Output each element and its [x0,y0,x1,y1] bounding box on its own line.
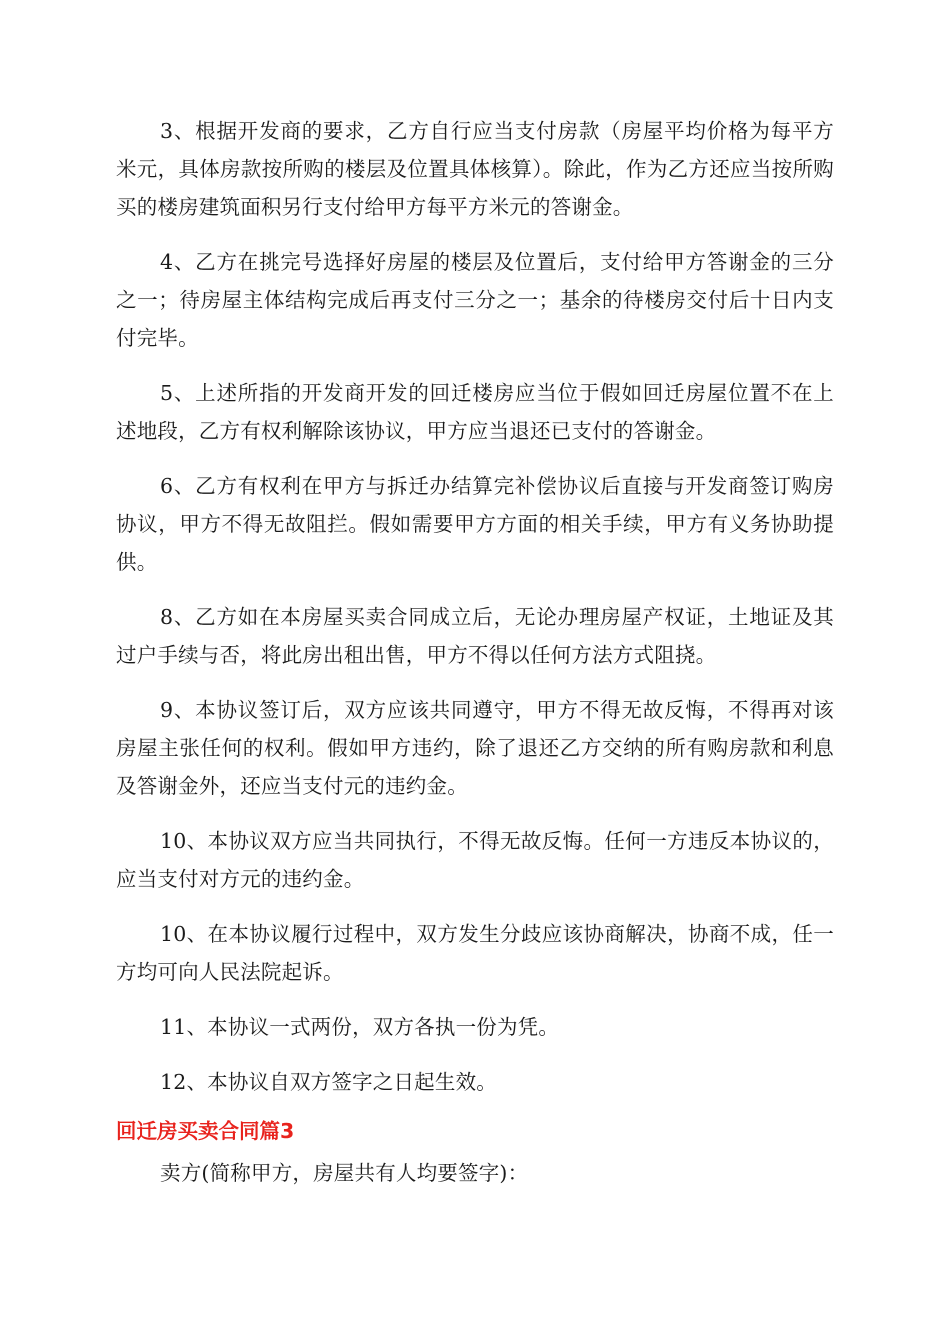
clause-10a: 10、本协议双方应当共同执行，不得无故反悔。任何一方违反本协议的，应当支付对方元的违约金。 [116,829,834,891]
clause-11: 11、本协议一式两份，双方各执一份为凭。 [160,1015,560,1039]
clause-3: 3、根据开发商的要求，乙方自行应当支付房款（房屋平均价格为每平方米元，具体房款按所购的楼层及位置具体核算）。除此，作为乙方还应当按所购买的楼房建筑面积另行支付给甲方每平方米元的答谢金。 [116,119,834,219]
clause-4: 4、乙方在挑完号选择好房屋的楼层及位置后，支付给甲方答谢金的三分之一；待房屋主体结构完成后再支付三分之一；基余的待楼房交付后十日内支付完毕。 [116,250,834,350]
section-heading: 回迁房买卖合同篇3 [116,1119,295,1143]
clause-10b: 10、在本协议履行过程中，双方发生分歧应该协商解决，协商不成，任一方均可向人民法院起诉。 [116,922,834,984]
clause-5: 5、上述所指的开发商开发的回迁楼房应当位于假如回迁房屋位置不在上述地段，乙方有权利解除该协议，甲方应当退还已支付的答谢金。 [116,381,834,443]
document-body [116,112,834,1209]
seller-line: 卖方(简称甲方，房屋共有人均要签字)： [160,1161,529,1185]
clause-12: 12、本协议自双方签字之日起生效。 [160,1070,497,1094]
clause-6: 6、乙方有权利在甲方与拆迁办结算完补偿协议后直接与开发商签订购房协议，甲方不得无故阻拦。假如需要甲方方面的相关手续，甲方有义务协助提供。 [116,474,834,574]
clause-9: 9、本协议签订后，双方应该共同遵守，甲方不得无故反悔，不得再对该房屋主张任何的权利。假如甲方违约，除了退还乙方交纳的所有购房款和利息及答谢金外，还应当支付元的违约金。 [116,698,834,798]
clause-8: 8、乙方如在本房屋买卖合同成立后，无论办理房屋产权证，土地证及其过户手续与否，将此房出租出售，甲方不得以任何方法方式阻挠。 [116,605,834,667]
